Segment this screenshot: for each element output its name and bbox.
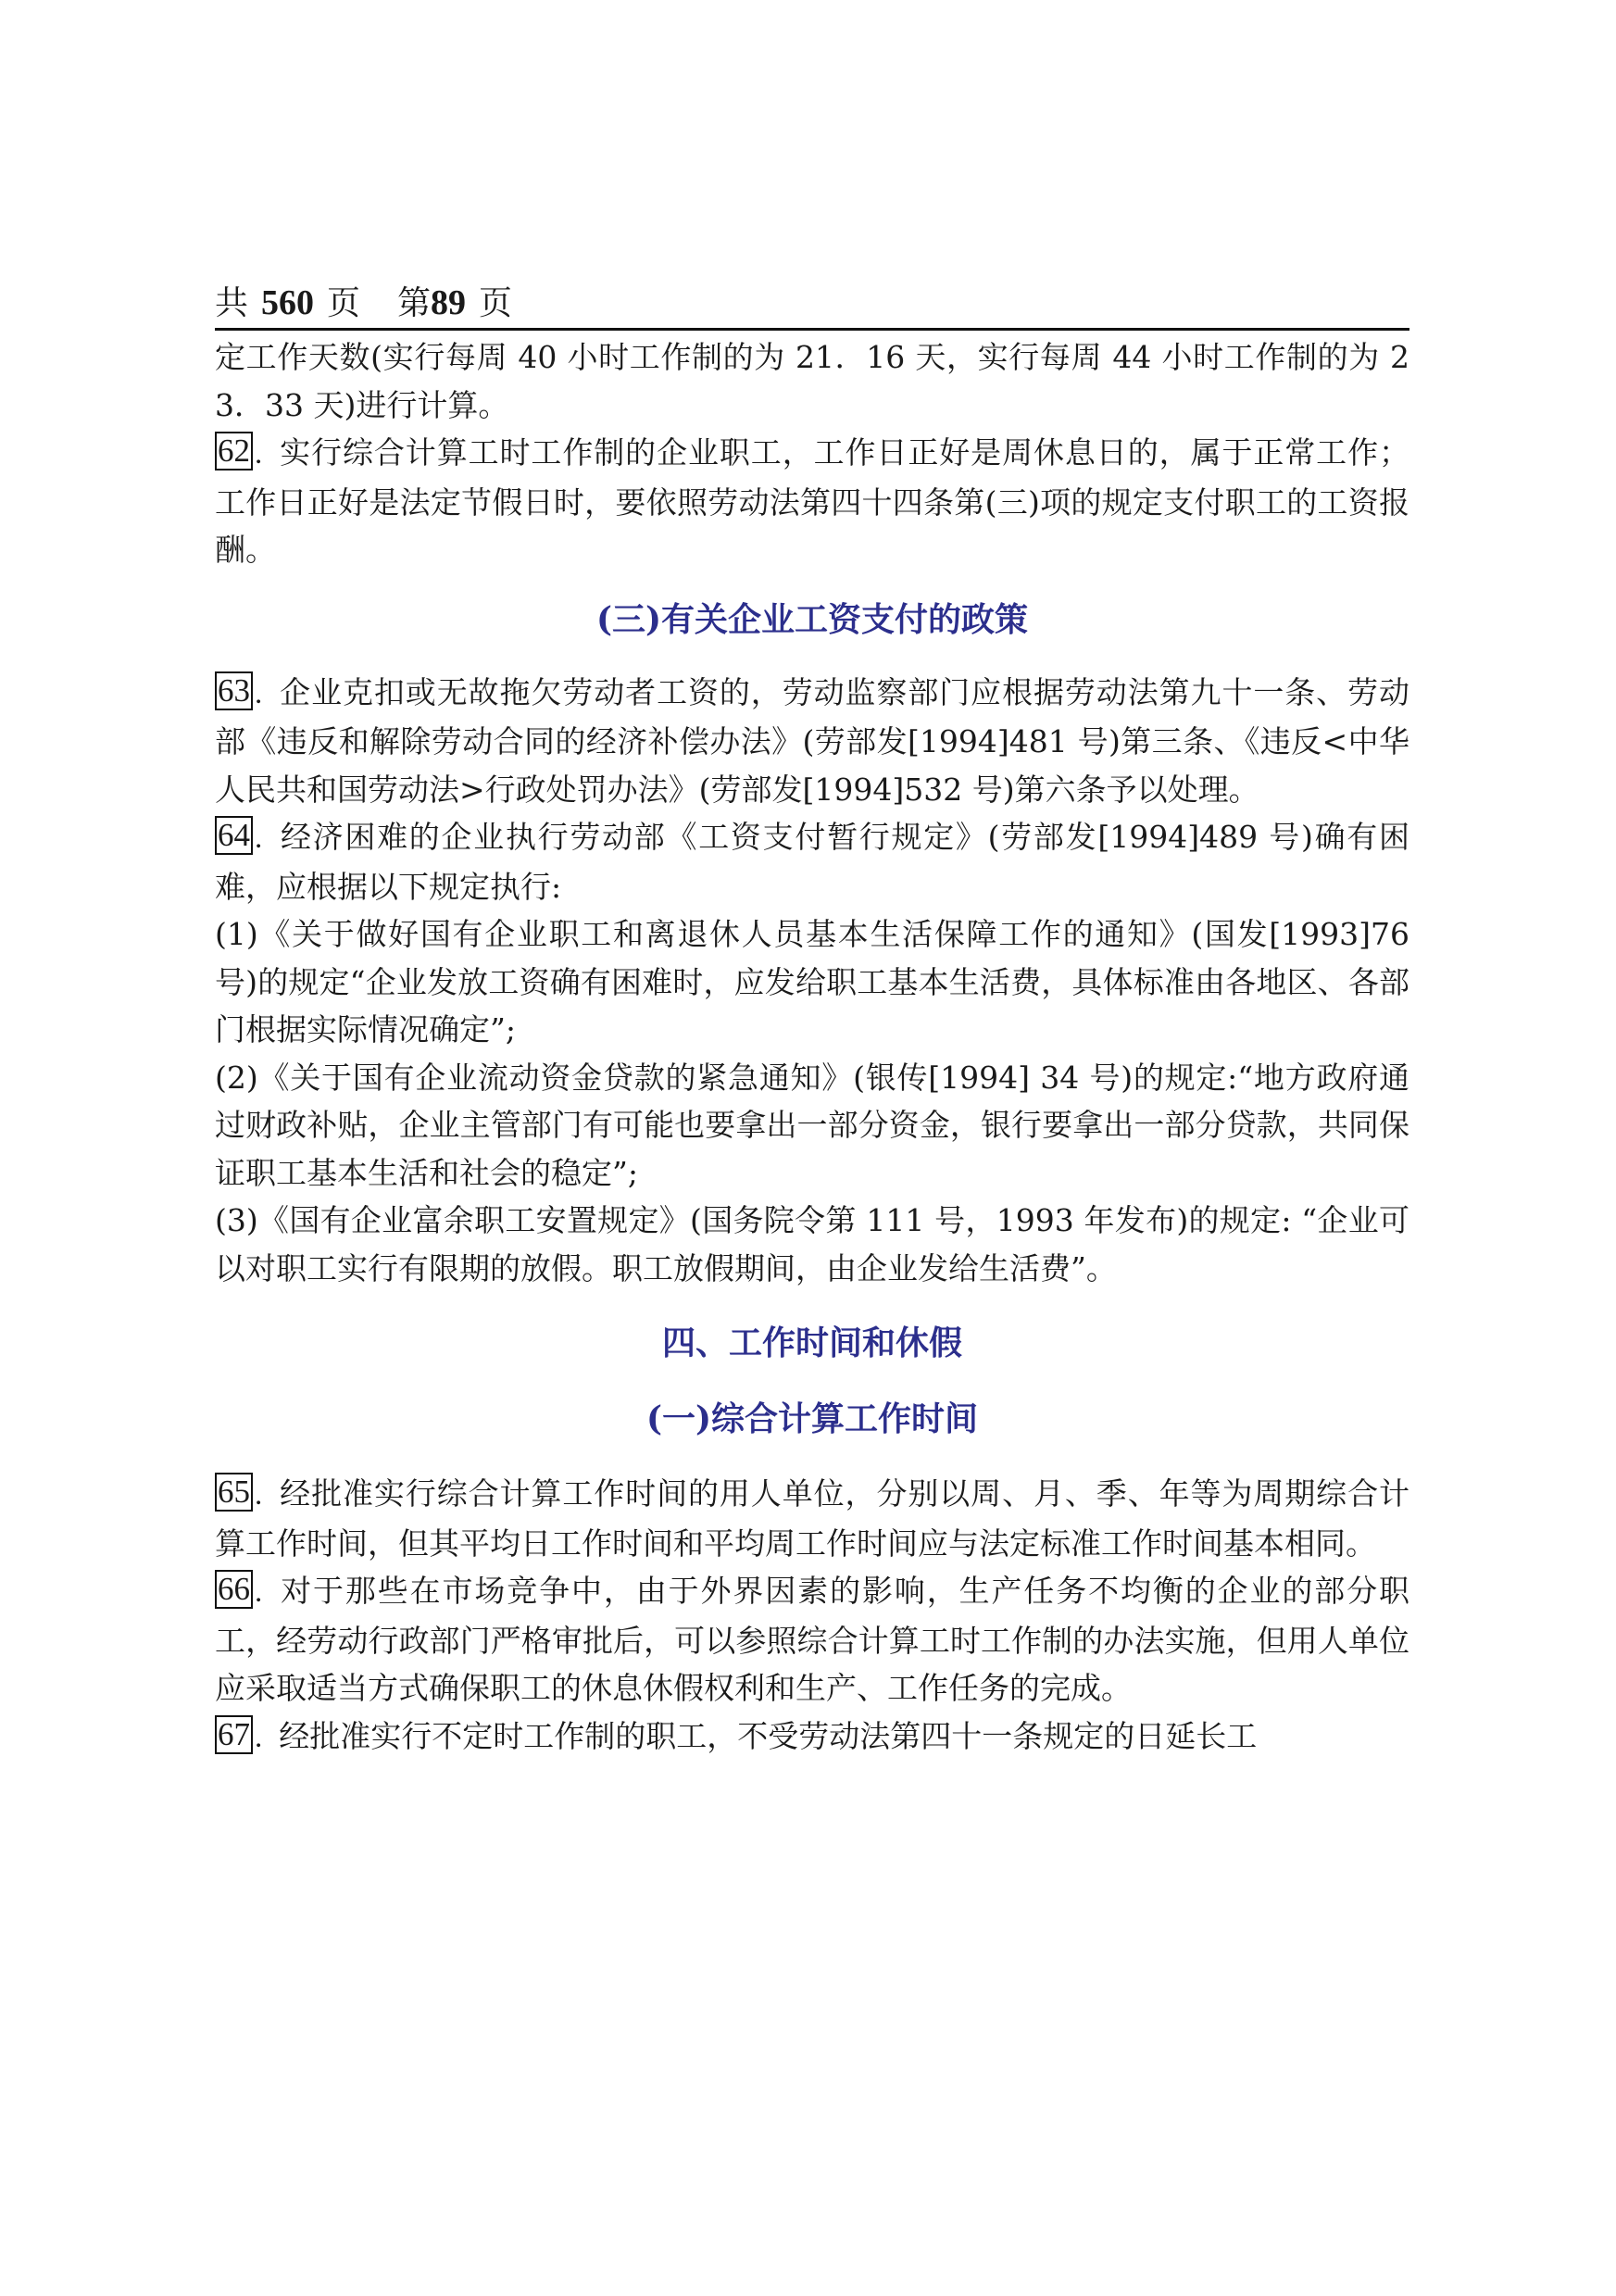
section-heading-3: (三)有关企业工资支付的政策 xyxy=(595,599,1029,639)
list-item-3: (3)《国有企业富余职工安置规定》(国务院令第 111 号，1993 年发布)的规定: “企业可以对职工实行有限期的放假。职工放假期间，由企业发给生活费”。 xyxy=(215,1202,1409,1286)
paragraph-64-text: 经济困难的企业执行劳动部《工资支付暂行规定》(劳部发[1994]489 号)确有困难，应根据以下规定执行: xyxy=(215,819,1409,905)
current-prefix: 第 xyxy=(397,284,432,322)
current-suffix: 页 xyxy=(479,284,513,322)
current-page: 89 xyxy=(431,283,467,322)
item-number-64: 64 xyxy=(215,816,253,855)
item-number-67: 67 xyxy=(215,1715,253,1754)
paragraph-67: 67 . 经批准实行不定时工作制的职工，不受劳动法第四十一条规定的日延长工 xyxy=(215,1713,1409,1763)
paragraph-66: 66 . 对于那些在市场竞争中，由于外界因素的影响，生产任务不均衡的企业的部分职工，经劳动行政部门严格审批后，可以参照综合计算工时工作制的办法实施，但用人单位应采取适当方式确保职工的休息休假权利和生产、工作任务的完成。 xyxy=(215,1571,1409,1706)
paragraph-62: 62 . 实行综合计算工时工作制的企业职工，工作日正好是周休息日的，属于正常工作；工作日正好是法定节假日时，要依照劳动法第四十四条第(三)项的规定支付职工的工资报酬。 xyxy=(215,433,1409,568)
paragraph-continued: 定工作天数(实行每周 40 小时工作制的为 21．16 天，实行每周 44 小时工作制的为 23．33 天)进行计算。 xyxy=(215,339,1409,423)
list-item-2: (2)《关于国有企业流动资金贷款的紧急通知》(银传[1994] 34 号)的规定:“地方政府通过财政补贴，企业主管部门有可能也要拿出一部分资金，银行要拿出一部分贷款，共同保证职工基本生活和社会的稳定”; xyxy=(215,1059,1409,1191)
item-number-65: 65 xyxy=(215,1473,253,1512)
chapter-heading-4: 四、工作时间和休假 xyxy=(661,1324,962,1362)
paragraph-63-text: 企业克扣或无故拖欠劳动者工资的，劳动监察部门应根据劳动法第九十一条、劳动部《违反和解除劳动合同的经济补偿办法》(劳部发[1994]481 号)第三条、《违反<中华人民共和国劳动法>行政处罚办法》(劳部发[1994]532 号)第六条予以处理。 xyxy=(215,673,1409,808)
total-suffix: 页 xyxy=(327,284,361,322)
document-body xyxy=(215,333,1409,1762)
total-pages: 560 xyxy=(261,283,315,322)
paragraph-67-text: 经批准实行不定时工作制的职工，不受劳动法第四十一条规定的日延长工 xyxy=(279,1717,1258,1754)
item-number-63: 63 xyxy=(215,671,253,710)
total-prefix: 共 xyxy=(215,284,249,322)
paragraph-65: 65 . 经批准实行综合计算工作时间的用人单位，分别以周、月、季、年等为周期综合计算工作时间，但其平均日工作时间和平均周工作时间应与法定标准工作时间基本相同。 xyxy=(215,1474,1409,1562)
paragraph-62-text: 实行综合计算工时工作制的企业职工，工作日正好是周休息日的，属于正常工作；工作日正好是法定节假日时，要依照劳动法第四十四条第(三)项的规定支付职工的工资报酬。 xyxy=(215,434,1409,568)
item-number-66: 66 xyxy=(215,1570,253,1609)
list-item-1: (1)《关于做好国有企业职工和离退休人员基本生活保障工作的通知》(国发[1993]76 号)的规定“企业发放工资确有困难时，应发给职工基本生活费，具体标准由各地区、各部门根据实际情况确定”; xyxy=(215,916,1409,1048)
paragraph-66-text: 对于那些在市场竞争中，由于外界因素的影响，生产任务不均衡的企业的部分职工，经劳动行政部门严格审批后，可以参照综合计算工时工作制的办法实施，但用人单位应采取适当方式确保职工的休息休假权利和生产、工作任务的完成。 xyxy=(215,1573,1409,1706)
paragraph-65-text: 经批准实行综合计算工作时间的用人单位，分别以周、月、季、年等为周期综合计算工作时间，但其平均日工作时间和平均周工作时间应与法定标准工作时间基本相同。 xyxy=(215,1475,1409,1562)
paragraph-63: 63 . 企业克扣或无故拖欠劳动者工资的，劳动监察部门应根据劳动法第九十一条、劳动部《违反和解除劳动合同的经济补偿办法》(劳部发[1994]481 号)第三条、《违反<中华人民共和国劳动法>行政处罚办法》(劳部发[1994]532 号)第六条予以处理。 xyxy=(215,671,1409,808)
paragraph-64: 64 . 经济困难的企业执行劳动部《工资支付暂行规定》(劳部发[1994]489 号)确有困难，应根据以下规定执行: xyxy=(215,817,1409,905)
page-header xyxy=(215,278,1409,331)
item-number-62: 62 xyxy=(215,432,253,470)
section-heading-1: (一)综合计算工作时间 xyxy=(645,1399,979,1438)
